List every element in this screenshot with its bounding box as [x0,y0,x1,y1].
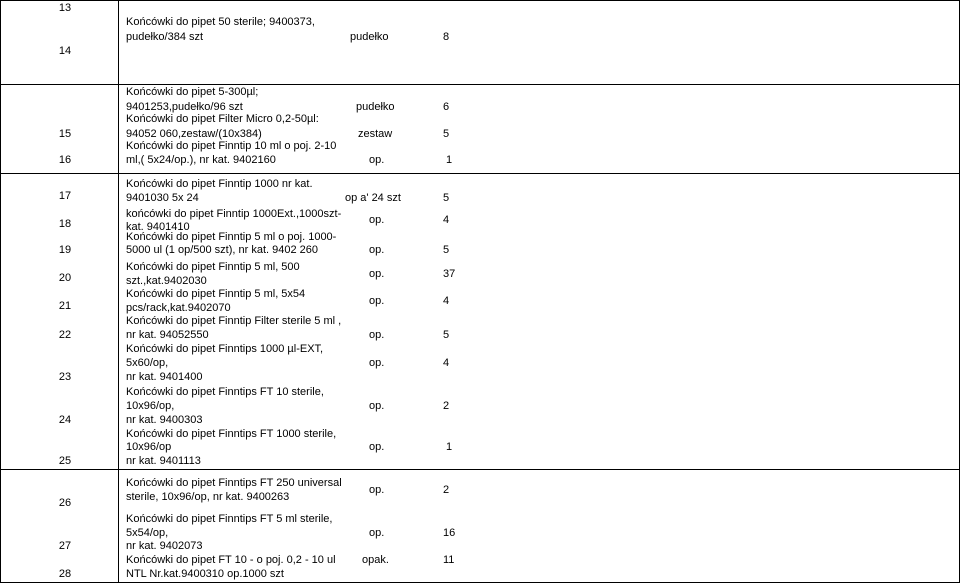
item-quantity: 2 [443,484,450,496]
grid-line [0,0,960,1]
item-description: Końcówki do pipet Finntips FT 10 sterile, [126,386,324,398]
row-number: 13 [58,2,72,14]
item-unit: pudełko [350,31,389,43]
item-description: Końcówki do pipet 50 sterile; 9400373, [126,16,315,28]
item-description: pudełko/384 szt [126,31,204,43]
item-description: Końcówki do pipet Finntip 5 ml, 500 [126,261,300,273]
item-quantity: 5 [443,128,450,140]
item-quantity: 5 [443,192,450,204]
grid-line [0,173,960,174]
item-quantity: 8 [443,31,450,43]
item-unit: op. [369,357,385,369]
item-unit: op. [369,441,385,453]
item-description: Końcówki do pipet Finntips FT 1000 sterile, [126,428,337,440]
item-quantity: 5 [443,244,450,256]
item-description: 5x54/op, [126,527,169,539]
item-description: Końcówki do pipet Finntips FT 5 ml sterile, [126,513,333,525]
row-number: 24 [58,414,72,426]
item-unit: op. [369,295,385,307]
item-description: nr kat. 94052550 [126,329,209,341]
item-unit: op. [369,214,385,226]
item-quantity: 5 [443,329,450,341]
row-number: 27 [58,540,72,552]
item-unit: op. [369,329,385,341]
item-description: Końcówki do pipet Finntips FT 250 universal [126,477,342,489]
item-description: 5000 ul (1 op/500 szt), nr kat. 9402 260 [126,244,319,256]
item-description: Końcówki do pipet Finntip 5 ml, 5x54 [126,288,306,300]
item-description: końcówki do pipet Finntip 1000Ext.,1000szt- [126,208,342,220]
row-number: 14 [58,45,72,57]
row-number: 17 [58,190,72,202]
item-unit: op. [369,268,385,280]
item-description: Końcówki do pipet Finntip 10 ml o poj. 2-10 [126,140,337,152]
item-description: Końcówki do pipet Filter Micro 0,2-50µl: [126,113,319,125]
row-number: 19 [58,244,72,256]
row-number: 18 [58,218,72,230]
item-description: szt.,kat.9402030 [126,275,207,287]
item-description: Końcówki do pipet Finntip 5 ml o poj. 1000- [126,231,337,243]
row-number: 28 [58,568,72,580]
grid-line [0,84,960,85]
item-quantity: 37 [443,268,456,280]
row-number: 26 [58,497,72,509]
item-quantity: 2 [443,400,450,412]
item-quantity: 1 [446,154,453,166]
item-description: 10x96/op, [126,400,175,412]
item-description: Końcówki do pipet Finntips 1000 µl-EXT, [126,343,324,355]
item-description: Końcówki do pipet FT 10 - o poj. 0,2 - 10 ul [126,554,336,566]
item-unit: op. [369,154,385,166]
item-description: sterile, 10x96/op, nr kat. 9400263 [126,491,290,503]
item-description: nr kat. 9401113 [126,455,201,467]
item-unit: op. [369,400,385,412]
item-quantity: 1 [446,441,453,453]
item-description: ml,( 5x24/op.), nr kat. 9402160 [126,154,276,166]
item-description: 5x60/op, [126,357,169,369]
grid-line [118,0,119,583]
item-unit: op. [369,527,385,539]
item-unit: op a' 24 szt [345,192,401,204]
item-unit: pudełko [356,101,395,113]
grid-line [0,469,960,470]
row-number: 22 [58,329,72,341]
item-description: NTL Nr.kat.9400310 op.1000 szt [126,568,284,580]
item-description: Końcówki do pipet Finntip Filter sterile 5 ml , [126,315,342,327]
row-number: 16 [58,154,72,166]
row-number: 20 [58,272,72,284]
row-number: 21 [58,300,72,312]
item-quantity: 11 [443,554,455,566]
item-unit: zestaw [358,128,393,140]
item-description: Końcówki do pipet Finntip 1000 nr kat. [126,178,313,190]
item-description: 9401030 5x 24 [126,192,199,204]
row-number: 25 [58,455,72,467]
item-description: nr kat. 9400303 [126,414,203,426]
item-quantity: 4 [443,214,450,226]
item-unit: op. [369,484,385,496]
item-quantity: 16 [443,527,456,539]
item-description: 10x96/op [126,441,172,453]
grid-line [0,0,1,583]
item-description: nr kat. 9401400 [126,371,203,383]
item-description: 9401253,pudełko/96 szt [126,101,243,113]
item-description: pcs/rack,kat.9402070 [126,302,231,314]
item-unit: op. [369,244,385,256]
row-number: 23 [58,371,72,383]
item-quantity: 4 [443,357,450,369]
item-description: nr kat. 9402073 [126,540,203,552]
item-description: kat. 9401410 [126,221,190,233]
row-number: 15 [58,128,72,140]
item-quantity: 6 [443,101,450,113]
item-description: 94052 060,zestaw/(10x384) [126,128,262,140]
item-quantity: 4 [443,295,450,307]
item-unit: opak. [362,554,389,566]
item-description: Końcówki do pipet 5-300µl; [126,86,259,98]
